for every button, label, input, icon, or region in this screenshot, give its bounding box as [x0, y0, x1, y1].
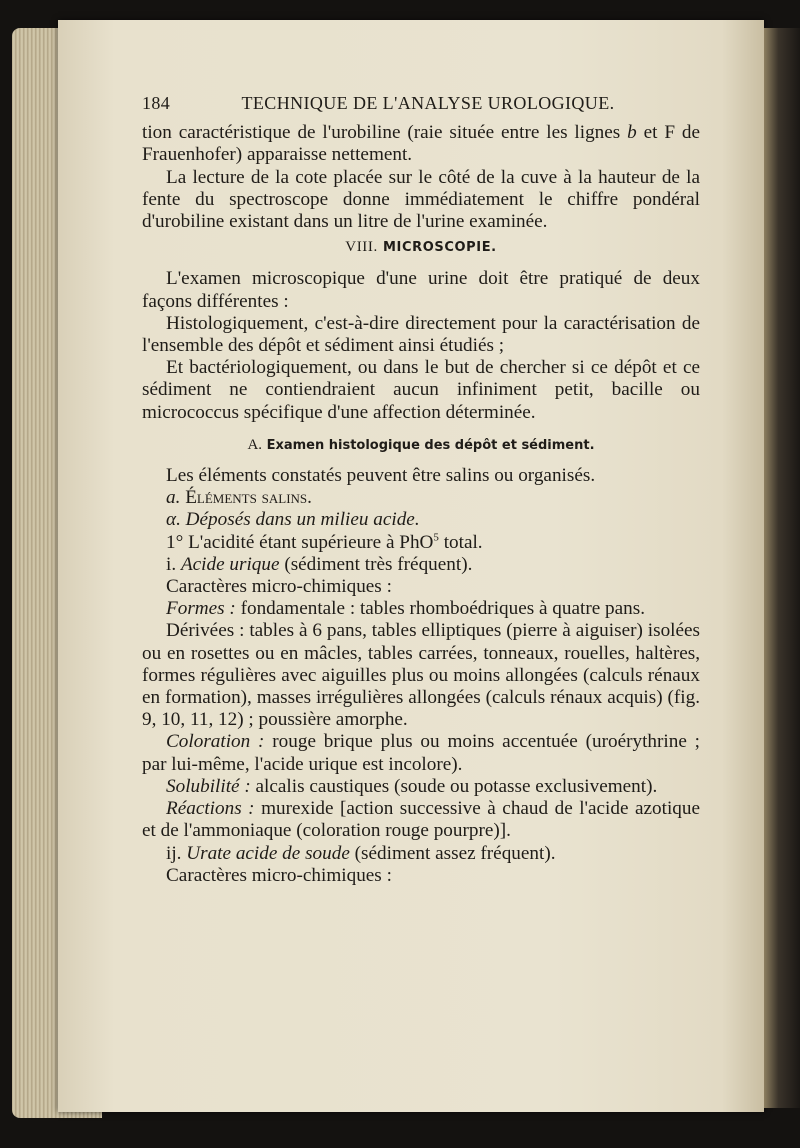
item-ij: ij. Urate acide de soude (sédiment assez fréquent).	[166, 842, 556, 864]
item-1: 1° L'acidité étant supérieure à PhO$^5$ total.	[166, 531, 483, 553]
paragraph-examen: L'examen microscopique d'une urine doit être pratiqué de deux façons différentes :	[142, 268, 700, 312]
book-binding	[764, 28, 800, 1108]
page-number: 184	[142, 93, 171, 113]
coloration: Coloration : rouge brique plus ou moins accentuée (uroérythrine ; par lui-même, l'acide urique est incolore).	[142, 731, 700, 775]
running-header	[142, 92, 700, 114]
page-text	[142, 92, 700, 887]
paragraph-lecture: La lecture de la cote placée sur le côté de la cuve à la hauteur de la fente du spectroscope donne immédiatement le chiffre pondéral d'urobiline existant dans un litre de l'urine examinée.	[142, 166, 700, 233]
paragraph-continuation: tion caractéristique de l'urobiline (raie située entre les lignes b et F de Frauenhofer) apparaisse nettement.	[142, 122, 700, 166]
item-alpha: α. Déposés dans un milieu acide.	[166, 509, 420, 531]
paragraph-bacteriologiquement: Et bactériologiquement, ou dans le but de chercher si ce dépôt et ce sédiment ne contiendraient aucun infiniment petit, bacille ou micrococcus spécifique d'une affection déterminée.	[142, 357, 700, 423]
running-title: TECHNIQUE DE L'ANALYSE UROLOGIQUE.	[241, 93, 615, 113]
item-a: a. Éléments salins.	[166, 487, 312, 509]
paragraph-histologiquement: Histologiquement, c'est-à-dire directement pour la caractérisation de l'ensemble des dépôt et sédiment ainsi étudiés ;	[142, 312, 700, 357]
paragraph-elements: Les éléments constatés peuvent être salins ou organisés.	[166, 465, 596, 487]
caracteres-2: Caractères micro-chimiques :	[166, 864, 392, 886]
caracteres-1: Caractères micro-chimiques :	[166, 576, 392, 598]
section-heading: VIII. MICROSCOPIE.	[345, 239, 497, 256]
reactions: Réactions : murexide [action successive à chaud de l'acide azotique et de l'ammoniaque (coloration rouge pourpre)].	[142, 798, 700, 842]
solubilite: Solubilité : alcalis caustiques (soude ou potasse exclusivement).	[166, 775, 658, 797]
derivees: Dérivées : tables à 6 pans, tables elliptiques (pierre à aiguiser) isolées ou en rosettes ou en mâcles, tables carrées, tonneaux, rouelles, haltères, formes régulières avec aiguilles plus ou moins allongées (calculs rénaux en formation), masses irrégulières allongées (calculs rénaux acquis) (fig. 9, 10, 11, 12) ; poussière amorphe.	[142, 620, 700, 731]
subsection-heading: A. Examen histologique des dépôt et sédiment.	[247, 436, 595, 453]
formes: Formes : fondamentale : tables rhomboédriques à quatre pans.	[166, 598, 646, 620]
item-i: i. Acide urique (sédiment très fréquent).	[166, 553, 473, 575]
